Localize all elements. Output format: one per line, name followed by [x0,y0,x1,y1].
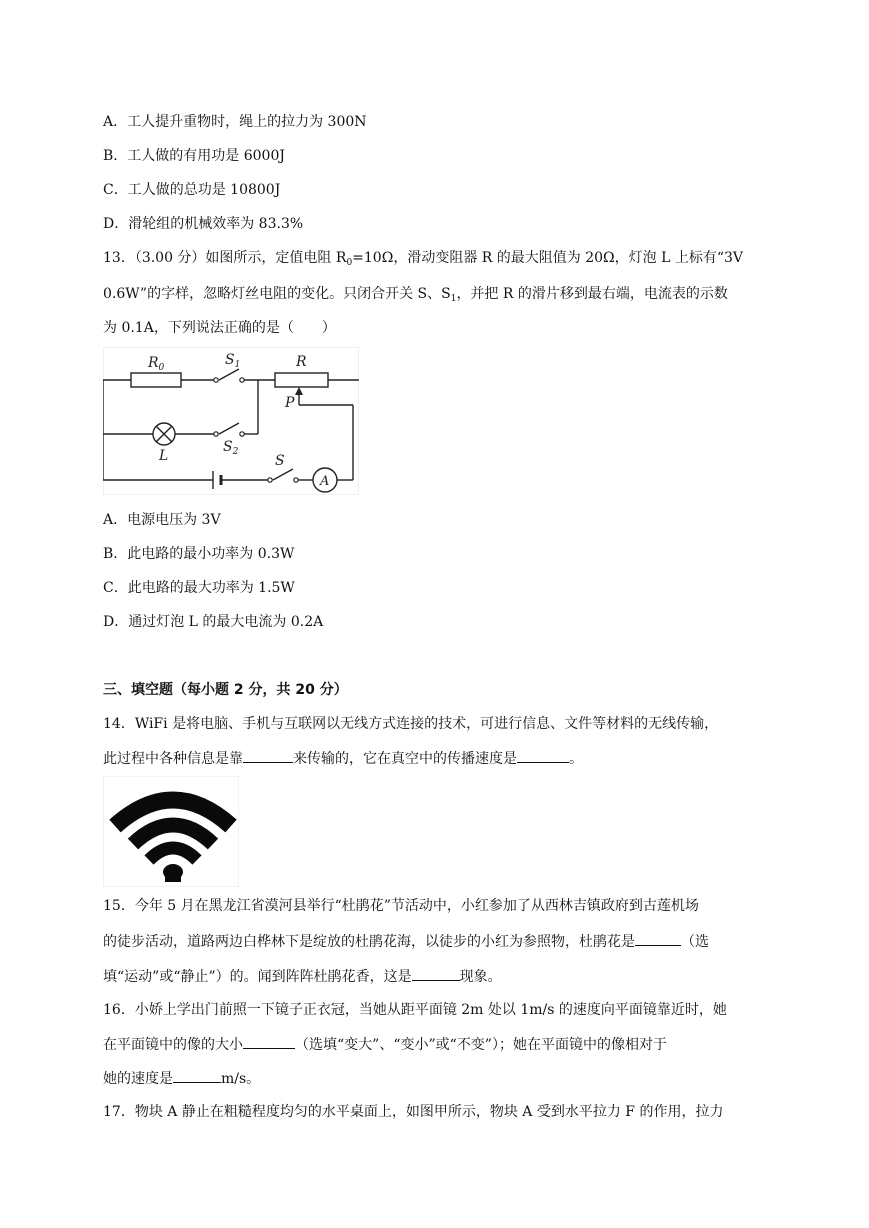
q15-text: 填“运动”或“静止”）的。闻到阵阵杜鹃花香，这是 [103,969,412,985]
q13-subscript: 1 [450,294,457,304]
wifi-dot-base [165,876,181,882]
q15-line3 [103,966,502,987]
q14-line1: 14．WiFi 是将电脑、手机与互联网以无线方式连接的技术，可进行信息、文件等材料的无线传输， [103,716,719,732]
q16-text: 在平面镜中的像的大小 [103,1037,243,1053]
q15-text: 现象。 [459,969,502,985]
label-a: A [320,474,330,489]
q15-line2 [103,931,709,952]
q16-text: m/s。 [221,1071,261,1087]
section-heading: 三、填空题（每小题 2 分，共 20 分） [103,682,348,698]
q13-stem-line2 [103,284,728,309]
q16-line1: 16．小娇上学出门前照一下镜子正衣冠，当她从距平面镜 2m 处以 1m/s 的速度向平面镜靠近时，她 [103,1002,727,1018]
answer-blank[interactable] [635,931,681,946]
q13-text: 13．（3.00 分）如图所示，定值电阻 R [103,250,347,266]
answer-blank[interactable] [517,748,569,763]
answer-blank[interactable] [243,1034,295,1049]
q14-line2 [103,748,583,769]
q16-text: 她的速度是 [103,1071,173,1087]
answer-blank[interactable] [412,966,460,981]
q15-text: （选 [681,934,709,950]
switch-contact [240,432,244,436]
label-s1: $S_1$ [225,352,241,370]
label-r: R [296,354,307,370]
q14-text: 来传输的，它在真空中的传播速度是 [293,751,517,767]
q12-option-b: B．工人做的有用功是 6000J [103,148,285,164]
q14-text: 。 [569,751,583,767]
label-l: L [159,448,169,464]
q13-option-d: D．通过灯泡 L 的最大电流为 0.2A [103,614,324,630]
switch-contact [214,378,218,382]
q13-text: ，并把 R 的滑片移到最右端，电流表的示数 [456,286,728,302]
q15-text: 的徒步活动，道路两边白桦林下是绽放的杜鹃花海，以徒步的小红为参照物，杜鹃花是 [103,934,635,950]
label-s2: $S_2$ [223,439,239,457]
q13-stem-line1 [103,248,743,273]
q12-option-a: A．工人提升重物时，绳上的拉力为 300N [103,114,367,130]
q13-subscript: 0 [346,258,353,268]
switch-contact [268,478,272,482]
q13-option-b: B．此电路的最小功率为 0.3W [103,546,295,562]
q13-option-a: A．电源电压为 3V [103,512,221,528]
q12-option-d: D．滑轮组的机械效率为 83.3% [103,216,304,232]
wifi-icon [103,776,239,887]
switch-contact [214,432,218,436]
label-p: P [285,395,295,411]
q13-option-c: C．此电路的最大功率为 1.5W [103,580,295,596]
figure-frame [103,347,359,495]
q17-line1: 17．物块 A 静止在粗糙程度均匀的水平桌面上，如图甲所示，物块 A 受到水平拉力 F 的作用，拉力 [103,1104,724,1120]
q13-text: =10Ω，滑动变阻器 R 的最大阻值为 20Ω，灯泡 L 上标有“3V [352,250,744,266]
q13-stem-line3: 为 0.1A，下列说法正确的是（ ） [103,320,336,336]
circuit-diagram [103,347,359,495]
label-r0: $R_0$ [148,355,165,373]
q13-text: 0.6W”的字样，忽略灯丝电阻的变化。只闭合开关 S、S [103,286,451,302]
answer-blank[interactable] [243,748,293,763]
switch-contact [240,378,244,382]
q15-line1: 15．今年 5 月在黑龙江省漠河县举行“杜鹃花”节活动中，小红参加了从西林吉镇政府到古莲机场 [103,898,699,914]
switch-contact [294,478,298,482]
q16-line3 [103,1068,260,1089]
q14-text: 此过程中各种信息是靠 [103,751,243,767]
q16-text: （选填“变大”、“变小”或“不变”）；她在平面镜中的像相对于 [295,1037,667,1053]
answer-blank[interactable] [173,1068,221,1083]
q12-option-c: C．工人做的总功是 10800J [103,182,281,198]
label-s: S [275,453,285,469]
q16-line2 [103,1034,667,1055]
